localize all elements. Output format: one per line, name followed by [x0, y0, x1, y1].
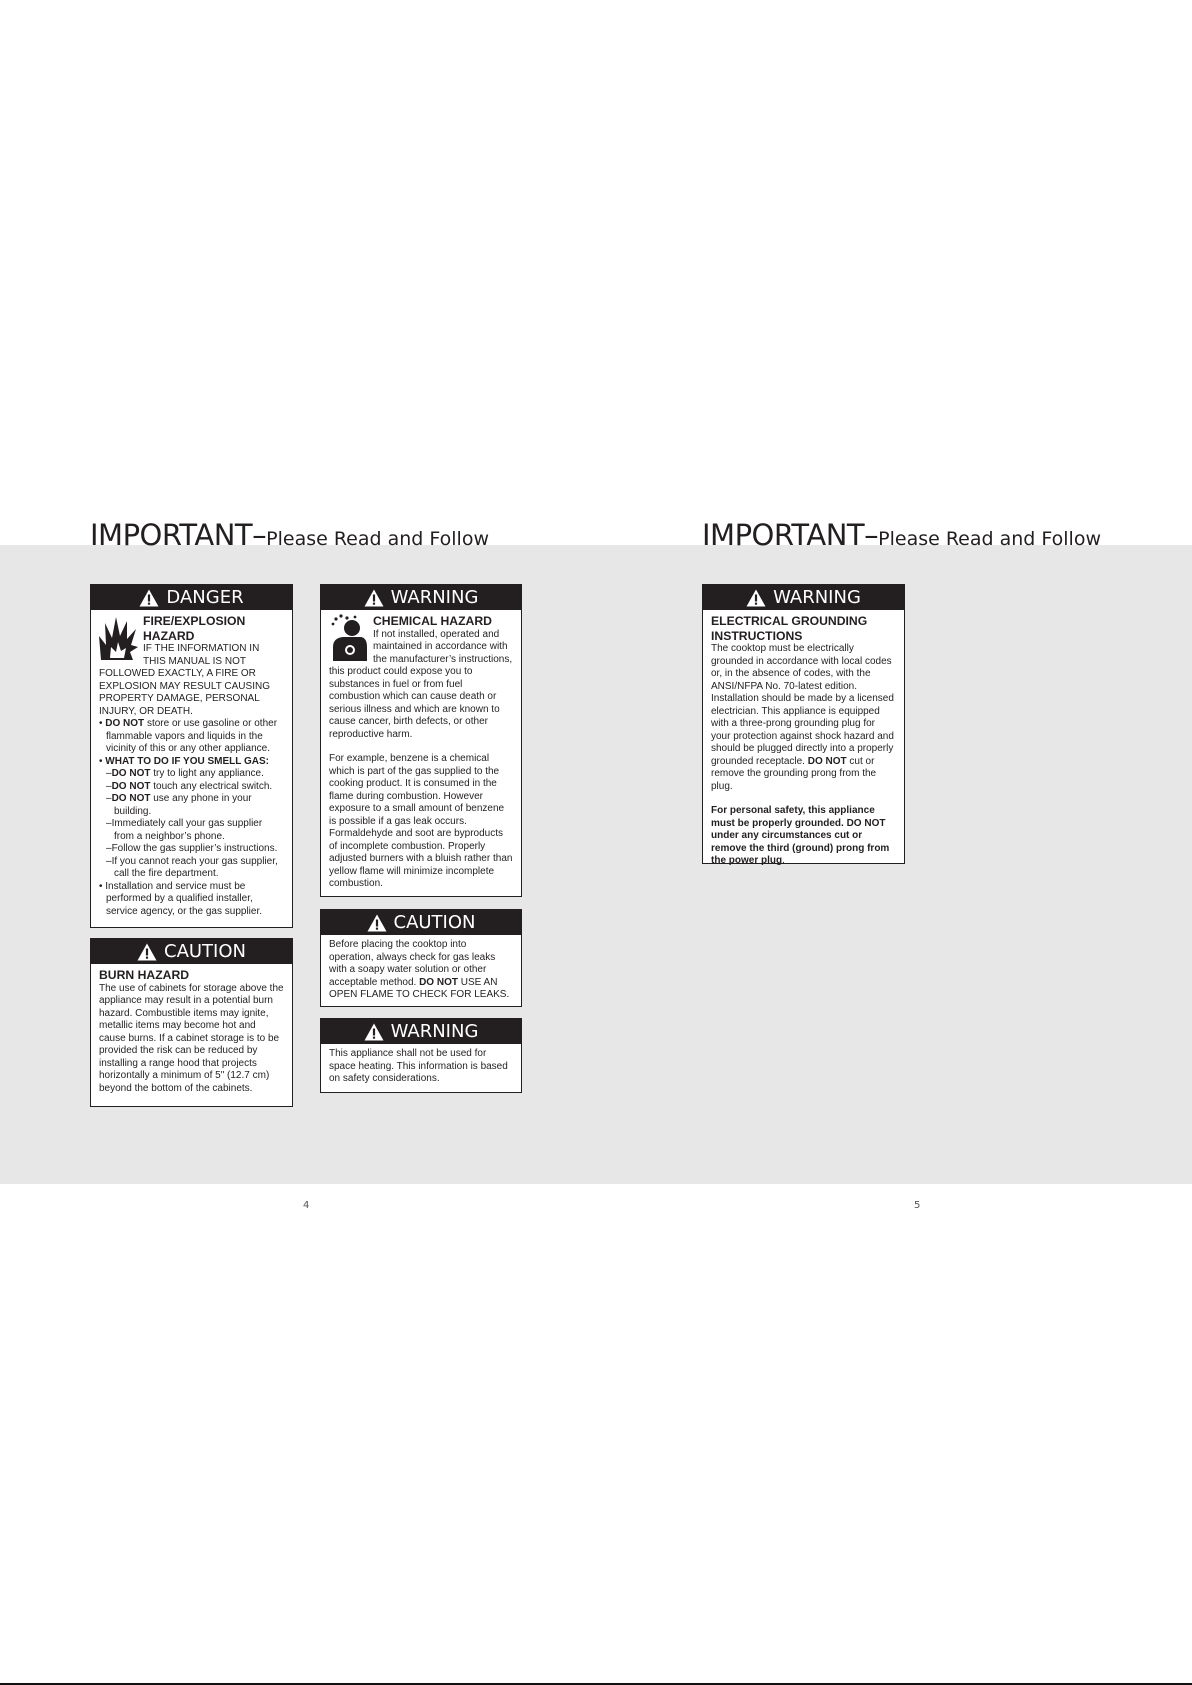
danger-sub-3: –DO NOT use any phone in your building. [106, 793, 252, 817]
danger-sub-5: –Follow the gas supplier’s instructions. [106, 843, 278, 854]
danger-label: DANGER [166, 587, 244, 608]
warning-grounding-header [703, 585, 904, 610]
left-page-title: IMPORTANT–Please Read and Follow [90, 518, 490, 552]
danger-sub-4: –Immediately call your gas supplier from a neighbor’s phone. [106, 818, 263, 842]
warning-chemical-header [321, 585, 521, 610]
warning-triangle-icon [137, 943, 157, 961]
explosion-icon [97, 614, 139, 662]
right-page-title: IMPORTANT–Please Read and Follow [702, 518, 1102, 552]
warning-space-heating-box [320, 1018, 522, 1093]
caution-burn-hazard-box [90, 938, 293, 1107]
danger-bullet-1: • DO NOT store or use gasoline or other flammable vapors and liquids in the vicinity of this or any other appliance. [99, 718, 278, 754]
burn-hazard-title: BURN HAZARD [99, 968, 190, 982]
grounding-text: The cooktop must be electrically grounded in accordance with local codes or, in the absence of codes, with the ANSI/NFPA No. 70-latest edition. Installation should be made by a licensed electrician. This appliance is equipped with a three-prong grounding plug for your protection against shock hazard and should be plugged directly into a properly grounded receptacle. DO NOT cut or remove the grounding prong from the plug. [711, 643, 894, 792]
warning-label: WARNING [390, 1021, 479, 1042]
chemical-exposure-icon [327, 614, 369, 662]
burn-hazard-text: The use of cabinets for storage above the appliance may result in a potential burn hazard. Combustible items may ignite, metallic items may become hot and cause burns. If a cabinet storage is to be provided the risk can be reduced by installing a range hood that projects horizontally a minimum of 5" (12.7 cm) beyond the bottom of the cabinets. [99, 982, 284, 1094]
warning-label: WARNING [773, 587, 861, 608]
danger-bullet-2: • WHAT TO DO IF YOU SMELL GAS: [99, 755, 269, 767]
warning-label: WARNING [390, 587, 479, 608]
danger-sub-2: –DO NOT touch any electrical switch. [106, 780, 273, 792]
warning-heating-header [321, 1019, 521, 1044]
danger-intro: IF THE INFORMATION IN THIS MANUAL IS NOT FOLLOWED EXACTLY, A FIRE OR EXPLOSION MAY RESULT CAUSING PROPERTY DAMAGE, PERSONAL INJURY, OR DEATH. [99, 643, 270, 717]
warning-triangle-icon [364, 1023, 384, 1041]
danger-header [91, 585, 292, 610]
warning-chemical-hazard-box [320, 584, 522, 897]
chemical-hazard-title: CHEMICAL HAZARD [373, 614, 492, 628]
danger-sub-6: –If you cannot reach your gas supplier, call the fire department. [106, 855, 278, 879]
gas-leak-text: Before placing the cooktop into operation, always check for gas leaks with a soapy water solution or other acceptable method. DO NOT USE AN OPEN FLAME TO CHECK FOR LEAKS. [329, 939, 510, 1000]
danger-title: FIRE/EXPLOSION HAZARD [143, 614, 246, 643]
danger-sub-1: –DO NOT try to light any appliance. [106, 768, 264, 779]
space-heating-text: This appliance shall not be used for space heating. This information is based on safety considerations. [329, 1048, 508, 1084]
warning-electrical-grounding-box [702, 584, 905, 864]
caution-burn-header [91, 939, 292, 964]
left-page-number: 4 [303, 1200, 310, 1211]
caution-label: CAUTION [164, 941, 246, 962]
warning-triangle-icon [367, 914, 387, 932]
grounding-title: ELECTRICAL GROUNDING INSTRUCTIONS [711, 614, 868, 643]
grounding-safety-text: For personal safety, this appliance must be properly grounded. DO NOT under any circumstances cut or remove the third (ground) prong from the power plug. [711, 805, 890, 866]
right-page-number: 5 [914, 1200, 921, 1211]
danger-bullet-3: • Installation and service must be performed by a qualified installer, service agency, or the gas supplier. [99, 880, 263, 917]
warning-triangle-icon [746, 589, 766, 607]
caution-leak-header [321, 910, 521, 935]
chemical-hazard-paragraph-1: If not installed, operated and maintained in accordance with the manufacturer’s instructions, this product could expose you to substances in fuel or from fuel combustion which can cause death or serious illness and which are known to cause cancer, birth defects, or other reproductive harm. [329, 628, 513, 740]
caution-label: CAUTION [393, 912, 476, 933]
caution-gas-leak-box [320, 909, 522, 1007]
danger-fire-explosion-box [90, 584, 293, 928]
warning-triangle-icon [139, 589, 159, 607]
warning-triangle-icon [364, 589, 384, 607]
chemical-hazard-paragraph-2: For example, benzene is a chemical which is part of the gas supplied to the cooking product. It is consumed in the flame during combustion. However exposure to a small amount of benzene is possible if a gas leak occurs. Formaldehyde and soot are byproducts of incomplete combustion. Properly adjusted burners with a bluish rather than yellow flame will minimize incomplete combustion. [329, 753, 513, 889]
